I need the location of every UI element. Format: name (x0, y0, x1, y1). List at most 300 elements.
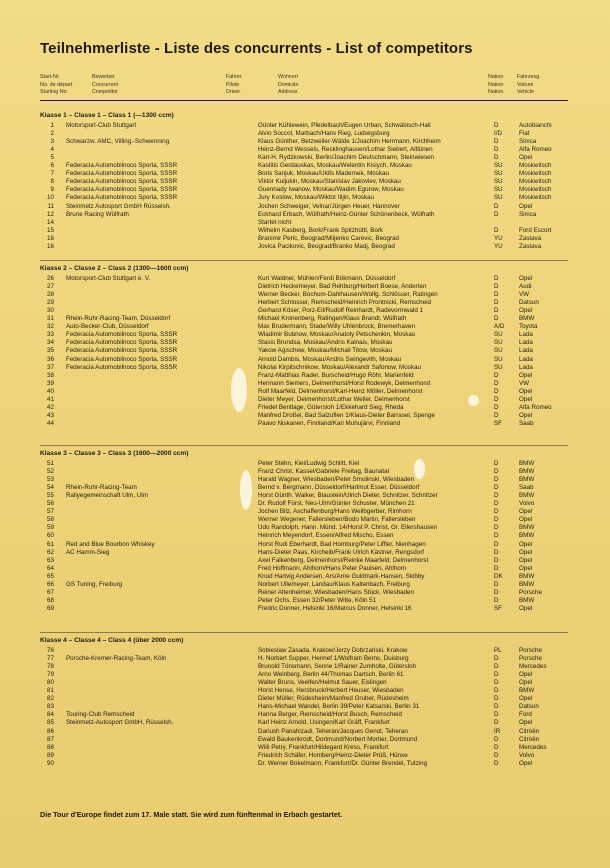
start-number: 56 (47, 500, 54, 508)
class-section-title: Klasse 2 – Classe 2 – Class 2 (1300—1600 ccm) (40, 265, 189, 272)
start-number: 29 (47, 299, 54, 307)
competitor-row (0, 524, 610, 532)
nation: D (494, 468, 499, 476)
vehicle: Simca (519, 138, 537, 146)
nation: D (494, 524, 499, 532)
nation: D (494, 556, 499, 564)
header-label: Fahrzeug (517, 74, 540, 80)
vehicle: Fiat (519, 130, 530, 138)
vehicle: Moskwitsch (519, 186, 552, 194)
start-number: 7 (50, 170, 54, 178)
vehicle: VW (519, 291, 530, 299)
driver-names: Michael Kronenberg, Ratingen/Klaus Brandl, Wülfrath (258, 315, 407, 323)
start-number: 77 (47, 655, 54, 663)
start-number: 51 (47, 460, 54, 467)
nation: D (494, 371, 499, 379)
start-number: 36 (47, 355, 54, 363)
start-number: 67 (47, 588, 54, 596)
competitor-row (0, 500, 610, 508)
competitor-row (0, 549, 610, 557)
driver-names: Horst Günth. Walker, Blaustein/Ulrich Dieter, Schnitzer, Schnitzer (258, 492, 438, 500)
start-number: 58 (47, 516, 54, 524)
vehicle: BMW (519, 687, 535, 695)
vehicle: Opel (519, 719, 533, 727)
vehicle: BMW (519, 476, 535, 484)
driver-names: Brunold Tönsmann, Senne 1/Rainer Zumholte, Gütersloh (258, 663, 416, 671)
competitor-row (0, 589, 610, 597)
paper-hole (414, 459, 425, 479)
competitor-row (0, 420, 610, 428)
vehicle: Audi (519, 283, 532, 291)
nation: D (494, 663, 499, 671)
vehicle: Opel (519, 508, 533, 516)
vehicle: Ford Escort (519, 226, 552, 234)
driver-names: Dr. Werner Bokelmann, Frankfurt/Dr. Günter Brendel, Tutzing (258, 759, 428, 767)
nation: D (494, 379, 499, 387)
driver-names: Werner Becker, Bochum-Dahlhausen/Wolfg. Schlösser, Ratingen (258, 291, 438, 299)
driver-names: Jovica Pacikovic, Beograd/Branko Madj, Beograd (258, 242, 395, 250)
nation: D (494, 146, 499, 154)
nation: D (494, 460, 499, 467)
start-number: 16 (47, 242, 54, 250)
vehicle: Opel (519, 671, 533, 679)
section-rule (40, 632, 568, 633)
driver-names: Wilhelm Kasberg, Bork/Frank Spitzhüttl, Bork (258, 226, 384, 234)
start-number: 28 (47, 291, 54, 299)
vehicle: BMW (519, 468, 535, 476)
driver-names: Peter Stehn, Kiel/Ludwig Schlitt, Kiel (258, 460, 360, 467)
nation: SU (494, 339, 503, 347)
driver-names: Hans-Dieter Paas, Kircheib/Frank Ulrich Kästner, Rengsdorf (258, 548, 425, 556)
competitor-row (0, 736, 610, 744)
driver-names: Startet nicht (258, 218, 292, 226)
vehicle: BMW (519, 580, 535, 588)
competitor-row (0, 484, 610, 492)
start-number: 60 (47, 532, 54, 540)
nation: D (494, 687, 499, 695)
vehicle: Opel (519, 695, 533, 703)
driver-names: Dietrich Heckemeyer, Bad Rehburg/Herbert Boese, Anderten (258, 283, 427, 291)
start-number: 39 (47, 379, 54, 387)
driver-names: Nikolai Kirpitschnikow, Moskau/Alexandr Safonow, Moskau (258, 363, 421, 371)
vehicle: Opel (519, 154, 533, 162)
competitor-row (0, 243, 610, 251)
competitor-row (0, 647, 610, 655)
entrant: Red and Blue Bourbon Whiskey (66, 540, 155, 548)
vehicle: Mercedes (519, 743, 547, 751)
vehicle: Ford (519, 711, 532, 719)
entrant: Federacia Automobilnoco Sporta, SSSR (66, 331, 178, 339)
nation: D (494, 403, 499, 411)
competitor-row (0, 412, 610, 420)
competitor-row (0, 178, 610, 186)
driver-names: Heinz-Bernd Wessels, Recklinghausen/Lothar Siebert, Altlünen (258, 146, 433, 154)
start-number: 43 (47, 411, 54, 419)
competitor-row (0, 364, 610, 372)
nation: D (494, 679, 499, 687)
start-number: 33 (47, 331, 54, 339)
nation: D (494, 516, 499, 524)
start-number: 12 (47, 210, 54, 218)
driver-names: Rolf Maarfeld, Delmenhorst/Karl-Heinz Möller, Delmenhorst (258, 387, 423, 395)
nation: D (494, 275, 499, 282)
nation: SU (494, 162, 503, 170)
vehicle: Zastava (519, 242, 542, 250)
competitor-row (0, 557, 610, 565)
entrant: Federacia Automobilnoco Sporta, SSSR (66, 178, 178, 186)
vehicle: Moskwitsch (519, 170, 552, 178)
nation: D (494, 564, 499, 572)
nation: D (494, 540, 499, 548)
nation: SU (494, 355, 503, 363)
entrant: Federacia Automobilnoco Sporta, SSSR (66, 347, 178, 355)
driver-names: Jochen Bilz, Aschaffenburg/Hans Weilbgerber, Rimhorn (258, 508, 412, 516)
start-number: 61 (47, 540, 54, 548)
competitor-row (0, 339, 610, 347)
nation: PL (494, 647, 502, 654)
section-rule (40, 445, 568, 446)
nation: D (494, 671, 499, 679)
start-number: 76 (47, 647, 54, 654)
competitor-row (0, 719, 610, 727)
nation: D (494, 387, 499, 395)
start-number: 37 (47, 363, 54, 371)
nation: D (494, 484, 499, 492)
driver-names: Reiner Altenheimer, Wiesbaden/Hans Stück, Wiesbaden (258, 588, 414, 596)
start-number: 27 (47, 283, 54, 291)
competitor-row (0, 227, 610, 235)
vehicle: Opel (519, 387, 533, 395)
start-number: 11 (47, 202, 54, 210)
nation: D (494, 307, 499, 315)
nation: DK (494, 572, 503, 580)
driver-names: Günter Kühlewein, Pfedelbach/Eugen Urban, Schwäbisch-Hall (258, 122, 431, 129)
vehicle: Lada (519, 331, 533, 339)
competitor-row (0, 154, 610, 162)
driver-names: Dieter Müller, Rüdesheim/Manfred Gruber, Rüdesheim (258, 695, 409, 703)
start-number: 85 (47, 719, 54, 727)
driver-names: Jury Koslow, Moskau/Wiktor Ilijin, Moskau (258, 194, 375, 202)
start-number: 87 (47, 735, 54, 743)
competitor-row (0, 508, 610, 516)
competitor-row (0, 581, 610, 589)
header-rule (40, 100, 568, 101)
vehicle: Lada (519, 355, 533, 363)
header-label: Nation (488, 89, 504, 96)
nation: D (494, 711, 499, 719)
competitor-row (0, 655, 610, 663)
start-number: 32 (47, 323, 54, 331)
header-bewerber (92, 74, 118, 97)
paper-hole (231, 368, 247, 412)
competitor-row (0, 404, 610, 412)
driver-names: Knud Hartvig Andersen, Ars/Arne Guldmark-Hansen, Skibby (258, 572, 425, 580)
vehicle: Porsche (519, 588, 542, 596)
competitor-row (0, 275, 610, 283)
start-number: 81 (47, 687, 54, 695)
start-number: 10 (47, 194, 54, 202)
vehicle: BMW (519, 315, 535, 323)
driver-names: Willi Petry, Frankfurt/Hildegard Kress, Frankfurt (258, 743, 389, 751)
header-label: No. de départ (40, 81, 73, 88)
vehicle: Opel (519, 564, 533, 572)
header-label: Competitor (92, 89, 118, 96)
entrant: Auto-Becker-Club, Düsseldorf (66, 323, 149, 331)
nation: D (494, 154, 499, 162)
driver-names: Franz Christ, Kassel/Gabriele Freitag, Baunatal (258, 468, 389, 476)
header-nation (488, 74, 503, 97)
entrant: Steinmetz-Autosport GmbH, Rüsselsh. (66, 719, 174, 727)
competitor-row (0, 744, 610, 752)
start-number: 62 (47, 548, 54, 556)
start-number: 57 (47, 508, 54, 516)
vehicle: Opel (519, 307, 533, 315)
competitor-row (0, 711, 610, 719)
competitor-row (0, 468, 610, 476)
start-number: 34 (47, 339, 54, 347)
competitor-row (0, 380, 610, 388)
start-number: 90 (47, 759, 54, 767)
competitor-row (0, 565, 610, 573)
competitor-row (0, 703, 610, 711)
start-number: 78 (47, 663, 54, 671)
vehicle: Saab (519, 419, 534, 427)
nation: D (494, 655, 499, 663)
vehicle: Simca (519, 210, 537, 218)
competitor-row (0, 687, 610, 695)
competitor-row (0, 130, 610, 138)
competitor-row (0, 315, 610, 323)
driver-names: H. Norbert Supper, Hennef 1/Wolfram Berns, Duisburg (258, 655, 409, 663)
class-section-title: Klasse 4 – Classe 4 – Class 4 (über 2000 ccm) (40, 637, 184, 644)
driver-names: Guennady Iwanow, Moskau/Wadim Egorow, Moskau (258, 186, 404, 194)
competitor-row (0, 671, 610, 679)
competitor-row (0, 516, 610, 524)
driver-names: Dr. Rudolf Fürst, Neu-Ulm/Günter Schuster, München 21 (258, 500, 415, 508)
header-label: Address (278, 89, 298, 96)
driver-names: Peter Ochs, Essen 32/Peter Witte, Köln 51 (258, 596, 377, 604)
header-label: Bewerber (92, 74, 115, 80)
start-number: 42 (47, 403, 54, 411)
entrant: Federacia Automobilnoco Sporta, SSSR (66, 186, 178, 194)
competitor-row (0, 460, 610, 468)
driver-names: Arnold Dambis, Moskau/Andris Swingevith, Moskau (258, 355, 402, 363)
nation: SU (494, 170, 503, 178)
nation: D (494, 395, 499, 403)
vehicle: BMW (519, 532, 535, 540)
paper-hole (240, 470, 252, 510)
competitor-row (0, 146, 610, 154)
start-number: 68 (47, 596, 54, 604)
vehicle: Volvo (519, 751, 535, 759)
nation: D (494, 226, 499, 234)
start-number: 86 (47, 727, 54, 735)
header-label: Driver (226, 89, 241, 96)
nation: D (494, 299, 499, 307)
driver-names: Harald Wagner, Wiesbaden/Peter Smolinski, Wiesbaden (258, 476, 415, 484)
entrant: Federacia Automobilnoco Sporta, SSSR (66, 162, 178, 170)
nation: D (494, 751, 499, 759)
nation: D (494, 703, 499, 711)
competitor-row (0, 356, 610, 364)
nation: D (494, 719, 499, 727)
vehicle: Datsun (519, 703, 539, 711)
vehicle: Opel (519, 548, 533, 556)
driver-names: Bernd v. Bergmann, Düsseldorf/Hartmut Esser, Düsseldorf (258, 484, 420, 492)
driver-names: Karl Heinz Arnold, Usingen/Karl Gräff, Frankfurt (258, 719, 390, 727)
class-section-title: Klasse 1 – Classe 1 – Class 1 (—1300 ccm) (40, 112, 174, 119)
driver-names: Hans-Michael Wandel, Berlin 39/Peter Katsarski, Berlin 31 (258, 703, 420, 711)
vehicle: Lada (519, 339, 533, 347)
competitor-row (0, 663, 610, 671)
nation: D (494, 695, 499, 703)
vehicle: Citroën (519, 735, 540, 743)
start-number: 55 (47, 492, 54, 500)
driver-names: Gerhard Köser, Porz-Eil/Rudolf Reinhardt, Radevormwald 1 (258, 307, 424, 315)
start-number: 80 (47, 679, 54, 687)
vehicle: Datsun (519, 299, 539, 307)
vehicle: Moskwitsch (519, 194, 552, 202)
header-label: Wohnort (278, 74, 298, 80)
start-number: 31 (47, 315, 54, 323)
entrant: Rhein-Ruhr-Racing-Team, Düsseldorf (66, 315, 171, 323)
vehicle: Lada (519, 347, 533, 355)
nation: D (494, 580, 499, 588)
driver-names: Hanna Berger, Remscheid/Horst Busch, Remscheid (258, 711, 402, 719)
competitor-row (0, 532, 610, 540)
entrant: GS Tuning, Freiburg (66, 580, 123, 588)
section-rule (40, 260, 568, 261)
start-number: 5 (50, 154, 54, 162)
vehicle: Alfa Romeo (519, 403, 552, 411)
competitor-row (0, 388, 610, 396)
competitor-row (0, 396, 610, 404)
nation: IR (494, 727, 501, 735)
start-number: 15 (47, 226, 54, 234)
start-number: 6 (50, 162, 54, 170)
nation: D (494, 138, 499, 146)
driver-names: Max Brudermann, Stade/Willy Uhlenbrock, Bremerhaven (258, 323, 416, 331)
competitor-row (0, 492, 610, 500)
header-fahrer (226, 74, 242, 97)
vehicle: VW (519, 379, 530, 387)
start-number: 3 (50, 138, 54, 146)
driver-names: Manfred Droßel, Bad Salzuflen 1/Klaus-Dieter Barrasel, Spenge (258, 411, 435, 419)
vehicle: BMW (519, 596, 535, 604)
competitor-row (0, 679, 610, 687)
competitor-row (0, 235, 610, 243)
competitor-row (0, 323, 610, 331)
entrant: Federacia Automobilnoco Sporta, SSSR (66, 194, 178, 202)
driver-names: Herbert Schlosser, Remscheid/Heinrich Prontnicki, Remscheid (258, 299, 431, 307)
vehicle: BMW (519, 460, 535, 467)
competitor-row (0, 138, 610, 146)
competitor-row (0, 283, 610, 291)
driver-names: Fred Hoffmann, Ahlhorn/Hans Peter Paulsen, Ahlhorn (258, 564, 407, 572)
header-label: Starting No. (40, 89, 68, 96)
header-label: Concurrent (92, 81, 119, 88)
start-number: 40 (47, 387, 54, 395)
driver-names: Wladimir Bubnow, Moskau/Anatoly Petschenkin, Moskau (258, 331, 416, 339)
nation: D (494, 283, 499, 291)
nation: D (494, 596, 499, 604)
vehicle: Porsche (519, 647, 542, 654)
driver-names: Friedel Bentlage, Gütersloh 1/Ekkehard Sieg, Rheda (258, 403, 404, 411)
vehicle: Porsche (519, 655, 542, 663)
nation: SU (494, 331, 503, 339)
driver-names: Fredric Donner, Helsinki 16/Marcus Donner, Helsinki 16 (258, 604, 412, 612)
competitor-row (0, 605, 610, 613)
driver-names: Ewald Baukenkrodt, Dortmund/Norbert Mortier, Dortmund (258, 735, 418, 743)
driver-names: Arno Weinberg, Berlin 44/Thomas Dartsch, Berlin 61 (258, 671, 404, 679)
competitor-row (0, 203, 610, 211)
header-label: Nation (488, 74, 504, 80)
start-number: 54 (47, 484, 54, 492)
competitor-row (0, 760, 610, 768)
nation: SF (494, 604, 502, 612)
start-number: 83 (47, 703, 54, 711)
driver-names: Horst Hense, Hersbruck/Herbert Heuser, Wiesbaden (258, 687, 404, 695)
competitor-row (0, 194, 610, 202)
entrant: Brune Racing Wülfrath (66, 210, 129, 218)
vehicle: BMW (519, 572, 535, 580)
nation: D (494, 291, 499, 299)
nation: I/D (494, 130, 502, 138)
entrant: Touring-Club Remscheid (66, 711, 135, 719)
driver-names: Franz-Matthias Rader, Burscheid/Hugo Röhr, Marienfeld (258, 371, 414, 379)
vehicle: Opel (519, 411, 533, 419)
start-number: 88 (47, 743, 54, 751)
vehicle: Opel (519, 371, 533, 379)
vehicle: Lada (519, 363, 533, 371)
header-fahrzeug (517, 74, 539, 97)
competitor-row (0, 541, 610, 549)
nation: YU (494, 234, 503, 242)
start-number: 2 (50, 130, 54, 138)
header-label: Start-Nr. (40, 74, 60, 80)
vehicle: Toyota (519, 323, 538, 331)
driver-names: Norbert Ullemeyer, Landau/Klaus Kaltenbach, Freiburg (258, 580, 410, 588)
vehicle: Opel (519, 516, 533, 524)
nation: D (494, 759, 499, 767)
start-number: 52 (47, 468, 54, 476)
driver-names: Hermann Siemers, Delmenhorst/Horst Rodewyk, Delmenhorst (258, 379, 431, 387)
header-label: Pilote (226, 81, 240, 88)
competitor-row (0, 476, 610, 484)
driver-names: Friedrich Schäfer, Homberg/Heinz-Dieter Prüß, Hünxe (258, 751, 408, 759)
start-number: 69 (47, 604, 54, 612)
page-title: Teilnehmerliste - Liste des concurrents - List of competitors (40, 40, 473, 57)
competitor-row (0, 307, 610, 315)
paper-hole (468, 395, 479, 406)
nation: D (494, 492, 499, 500)
driver-names: Stasis Brundsa, Moskau/Andris Kalnais, Moskau (258, 339, 393, 347)
driver-names: Yakow Agischew, Moskau/Michail Titow, Moskau (258, 347, 392, 355)
competitor-row (0, 331, 610, 339)
nation: A/D (494, 323, 505, 331)
class-section-title: Klasse 3 – Classe 3 – Class 3 (1600—2000 ccm) (40, 450, 189, 457)
start-number: 65 (47, 572, 54, 580)
start-number: 79 (47, 671, 54, 679)
nation: D (494, 735, 499, 743)
nation: SF (494, 419, 502, 427)
nation: SU (494, 194, 503, 202)
start-number: 35 (47, 347, 54, 355)
nation: D (494, 743, 499, 751)
driver-names: Kurt Waldner, Mühlen/Ferdi Bökmann, Düsseldorf (258, 275, 396, 282)
start-number: 41 (47, 395, 54, 403)
entrant: Rhein-Ruhr-Racing-Team (66, 484, 137, 492)
